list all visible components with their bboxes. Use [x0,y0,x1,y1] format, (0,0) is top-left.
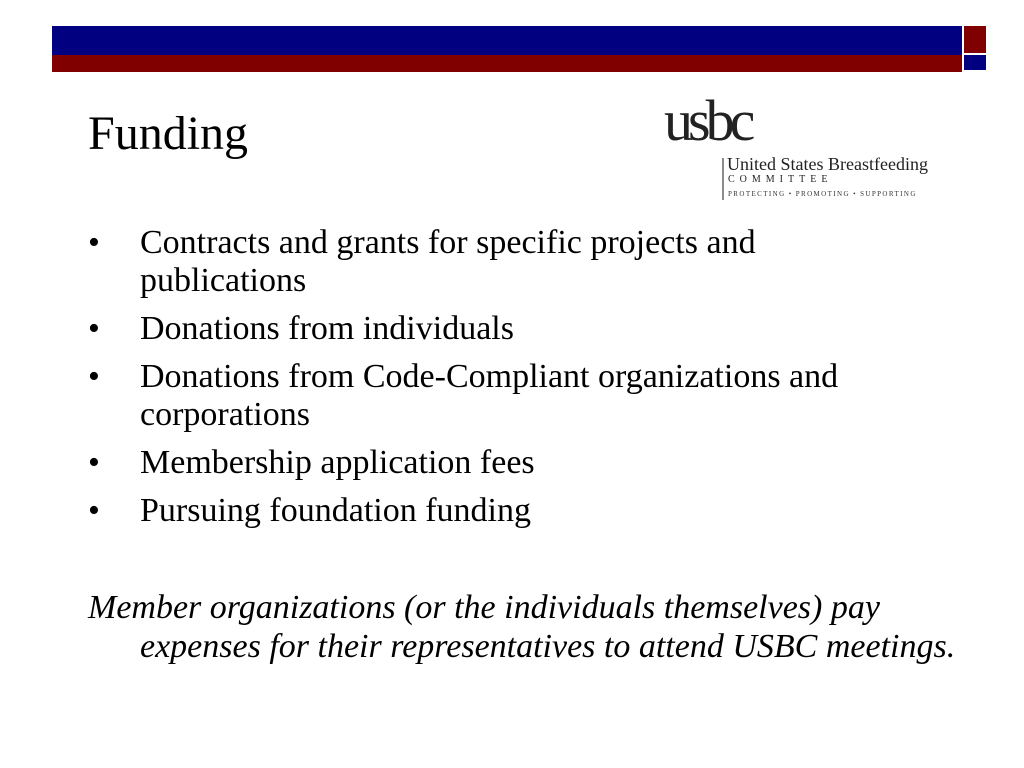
usbc-logo [664,88,964,203]
slide-title: Funding [88,107,249,160]
header-bar-maroon [52,55,962,72]
header-bar-navy [52,26,962,55]
bullet-item [88,310,928,348]
logo-committee: COMMITTEE [728,174,833,185]
logo-tagline: PROTECTING • PROMOTING • SUPPORTING [728,190,917,198]
header-square-maroon [964,26,986,53]
bullet-dot: • [88,444,100,481]
bullet-item [88,492,928,530]
bullet-text: Donations from individuals [140,310,514,347]
member-expenses-note: Member organizations (or the individuals themselves) pay expenses for their representatives to attend USBC meetings. [88,589,956,665]
bullet-dot: • [88,310,100,347]
bullet-item [88,358,928,434]
bullet-text: Donations from Code-Compliant organizations and corporations [140,358,839,433]
bullet-text: Contracts and grants for specific projects and publications [140,224,756,299]
logo-name: United States Breastfeeding [727,154,928,174]
bullet-item [88,224,928,300]
bullet-dot: • [88,492,100,529]
bullet-dot: • [88,224,100,261]
bullet-dot: • [88,358,100,395]
bullet-item [88,444,928,482]
logo-wordmark: usbc [664,88,751,153]
header-square-navy [964,55,986,70]
bullet-text: Membership application fees [140,444,535,481]
funding-bullet-list [88,224,928,540]
bullet-text: Pursuing foundation funding [140,492,531,529]
